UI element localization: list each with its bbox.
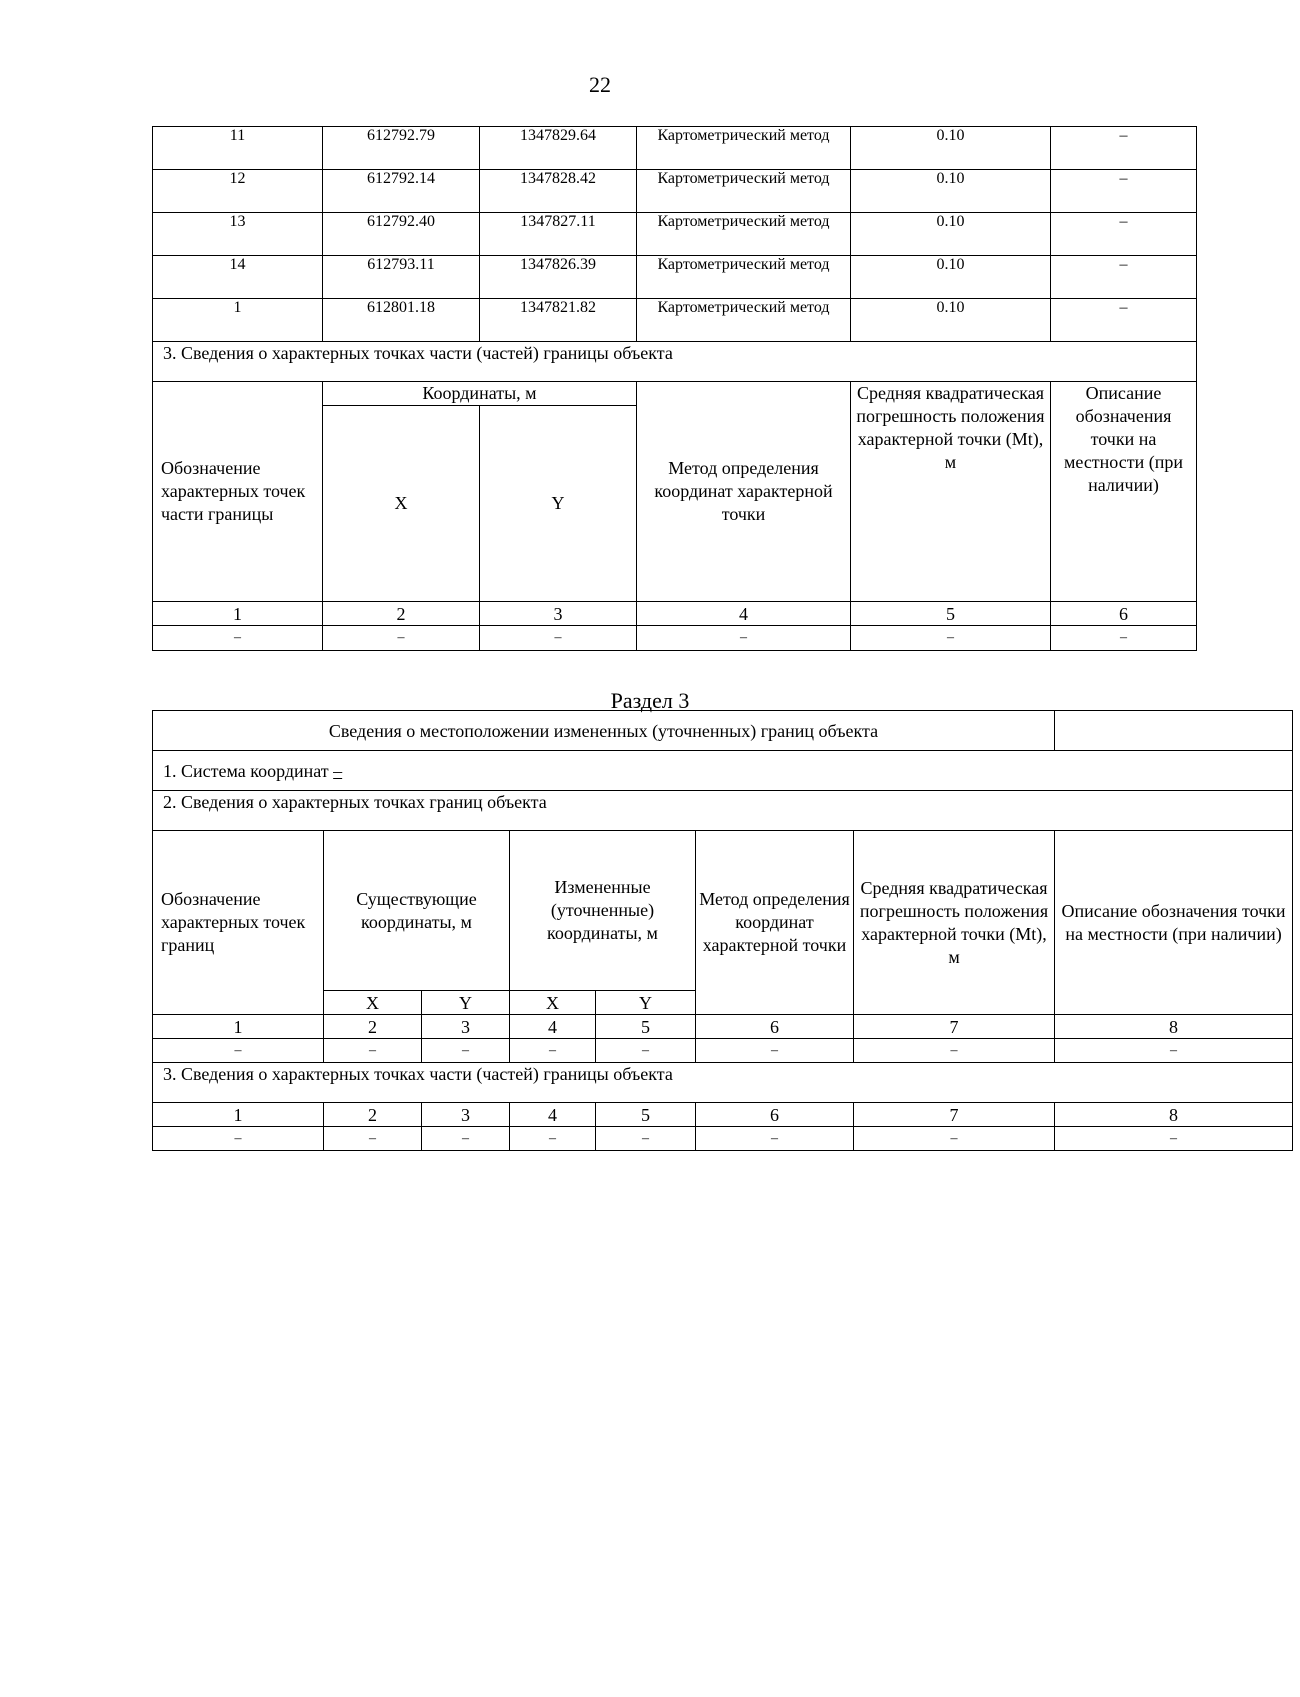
description-cell: – — [1051, 170, 1197, 213]
x-coordinate: 612793.11 — [323, 256, 480, 299]
header-changed-y: Y — [596, 991, 696, 1015]
table-row — [153, 127, 1197, 170]
empty-cell: – — [422, 1039, 510, 1063]
x-coordinate: 612792.79 — [323, 127, 480, 170]
header-description: Описание обозначения точки на местности (при наличии) — [1055, 831, 1293, 1015]
table-row — [153, 213, 1197, 256]
column-number: 4 — [510, 1103, 596, 1127]
column-number: 1 — [153, 1103, 324, 1127]
table1 — [152, 126, 1197, 651]
empty-cell: – — [637, 626, 851, 651]
column-number: 6 — [1051, 602, 1197, 626]
header-description: Описание обозначения точки на местности (при наличии) — [1051, 382, 1197, 602]
header-existing-x: X — [324, 991, 422, 1015]
empty-cell: – — [1055, 1127, 1293, 1151]
empty-cell: – — [1051, 626, 1197, 651]
column-number: 2 — [324, 1015, 422, 1039]
point-number: 12 — [153, 170, 323, 213]
y-coordinate: 1347828.42 — [480, 170, 637, 213]
header-point: Обозначение характерных точек части границы — [153, 382, 323, 602]
empty-cell: – — [854, 1127, 1055, 1151]
part-section-title: 3. Сведения о характерных точках части (частей) границы объекта — [153, 342, 1197, 382]
header-row — [153, 382, 1197, 406]
column-number: 1 — [153, 1015, 324, 1039]
table-row — [153, 626, 1197, 651]
description-cell: – — [1051, 127, 1197, 170]
method-cell: Картометрический метод — [637, 213, 851, 256]
column-number: 3 — [480, 602, 637, 626]
column-number: 7 — [854, 1015, 1055, 1039]
header-point: Обозначение характерных точек границ — [153, 831, 324, 1015]
method-cell: Картометрический метод — [637, 256, 851, 299]
column-number: 5 — [596, 1015, 696, 1039]
empty-cell: – — [696, 1127, 854, 1151]
column-number: 6 — [696, 1103, 854, 1127]
error-cell: 0.10 — [851, 256, 1051, 299]
table-row — [153, 256, 1197, 299]
empty-cell: – — [153, 1127, 324, 1151]
y-coordinate: 1347829.64 — [480, 127, 637, 170]
y-coordinate: 1347827.11 — [480, 213, 637, 256]
header-existing-y: Y — [422, 991, 510, 1015]
section-row — [153, 342, 1197, 382]
description-cell: – — [1051, 256, 1197, 299]
column-number: 2 — [324, 1103, 422, 1127]
part-section-title: 3. Сведения о характерных точках части (частей) границы объекта — [153, 1063, 1293, 1103]
header-x: X — [323, 406, 480, 602]
y-coordinate: 1347821.82 — [480, 299, 637, 342]
method-cell: Картометрический метод — [637, 170, 851, 213]
point-number: 1 — [153, 299, 323, 342]
error-cell: 0.10 — [851, 127, 1051, 170]
column-number: 3 — [422, 1103, 510, 1127]
page-number: 22 — [589, 72, 611, 97]
column-number: 7 — [854, 1103, 1055, 1127]
table2 — [152, 710, 1293, 1151]
empty-cell: – — [596, 1039, 696, 1063]
table1-clip — [152, 126, 1200, 656]
error-cell: 0.10 — [851, 299, 1051, 342]
x-coordinate: 612801.18 — [323, 299, 480, 342]
column-number: 3 — [422, 1015, 510, 1039]
point-number: 14 — [153, 256, 323, 299]
column-number: 4 — [637, 602, 851, 626]
error-cell: 0.10 — [851, 170, 1051, 213]
error-cell: 0.10 — [851, 213, 1051, 256]
table-row — [153, 1127, 1293, 1151]
method-cell: Картометрический метод — [637, 299, 851, 342]
x-coordinate: 612792.40 — [323, 213, 480, 256]
section-heading: Раздел 3 — [610, 688, 690, 713]
column-number: 6 — [696, 1015, 854, 1039]
column-number-row — [153, 1015, 1293, 1039]
column-number: 5 — [596, 1103, 696, 1127]
column-number: 1 — [153, 602, 323, 626]
table-row — [153, 299, 1197, 342]
header-y: Y — [480, 406, 637, 602]
header-coordinates: Координаты, м — [323, 382, 637, 406]
empty-cell: – — [324, 1039, 422, 1063]
method-cell: Картометрический метод — [637, 127, 851, 170]
coordinate-system-value: – — [333, 760, 343, 781]
table-title-continuation — [1055, 711, 1293, 751]
header-existing-coordinates: Существующие координаты, м — [324, 831, 510, 991]
description-cell: – — [1051, 299, 1197, 342]
empty-cell: – — [510, 1039, 596, 1063]
empty-cell: – — [153, 1039, 324, 1063]
coordinate-system — [153, 751, 1293, 791]
x-coordinate: 612792.14 — [323, 170, 480, 213]
column-number-row — [153, 602, 1197, 626]
empty-cell: – — [323, 626, 480, 651]
header-changed-coordinates: Измененные (уточненные) координаты, м — [510, 831, 696, 991]
header-changed-x: X — [510, 991, 596, 1015]
table-row — [153, 1039, 1293, 1063]
coordinate-system-row — [153, 751, 1293, 791]
table-row — [153, 170, 1197, 213]
table-title-row — [153, 711, 1293, 751]
empty-cell: – — [596, 1127, 696, 1151]
table2-clip — [152, 710, 1286, 1160]
empty-cell: – — [480, 626, 637, 651]
y-coordinate: 1347826.39 — [480, 256, 637, 299]
empty-cell: – — [851, 626, 1051, 651]
section-row — [153, 1063, 1293, 1103]
table-title: Сведения о местоположении измененных (уточненных) границ объекта — [153, 711, 1055, 751]
empty-cell: – — [324, 1127, 422, 1151]
column-number: 8 — [1055, 1015, 1293, 1039]
description-cell: – — [1051, 213, 1197, 256]
header-error: Средняя квадратическая погрешность положения характерной точки (Mt), м — [854, 831, 1055, 1015]
column-number: 4 — [510, 1015, 596, 1039]
section-row — [153, 791, 1293, 831]
points-section-title: 2. Сведения о характерных точках границ объекта — [153, 791, 1293, 831]
empty-cell: – — [510, 1127, 596, 1151]
empty-cell: – — [1055, 1039, 1293, 1063]
header-method: Метод определения координат характерной точки — [696, 831, 854, 1015]
empty-cell: – — [696, 1039, 854, 1063]
empty-cell: – — [153, 626, 323, 651]
empty-cell: – — [422, 1127, 510, 1151]
column-number: 5 — [851, 602, 1051, 626]
column-number: 8 — [1055, 1103, 1293, 1127]
column-number-row — [153, 1103, 1293, 1127]
point-number: 13 — [153, 213, 323, 256]
header-method: Метод определения координат характерной точки — [637, 382, 851, 602]
header-row — [153, 831, 1293, 991]
coordinate-system-label: 1. Система координат — [163, 760, 329, 781]
column-number: 2 — [323, 602, 480, 626]
point-number: 11 — [153, 127, 323, 170]
empty-cell: – — [854, 1039, 1055, 1063]
header-error: Средняя квадратическая погрешность положения характерной точки (Mt), м — [851, 382, 1051, 602]
